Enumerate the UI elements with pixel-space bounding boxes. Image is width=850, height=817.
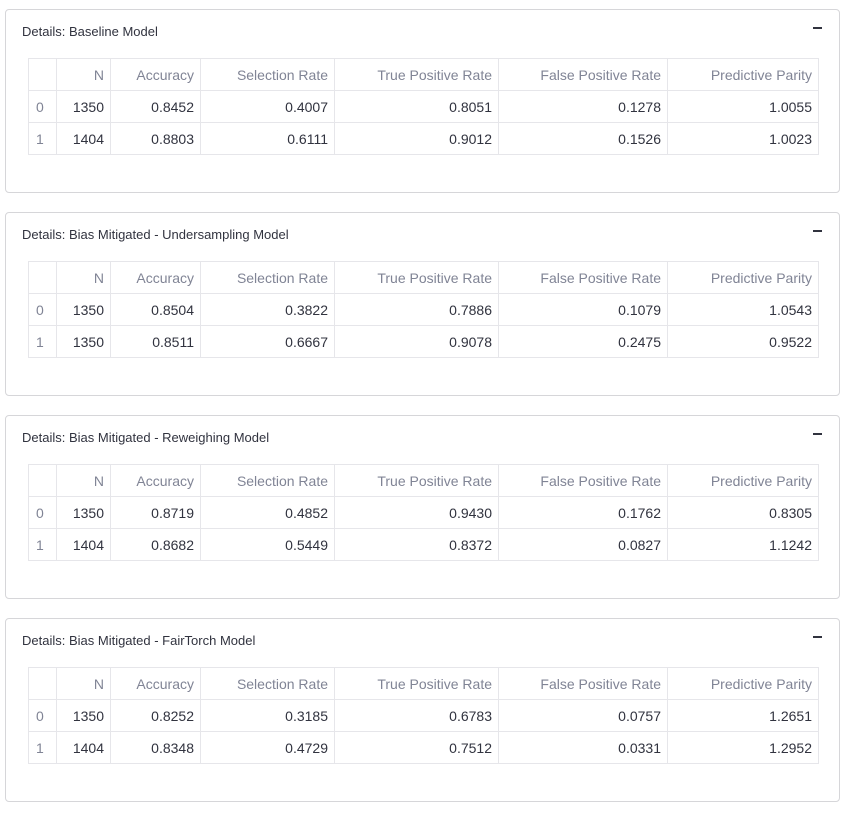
table-cell: 1.1242 xyxy=(668,529,819,561)
table-cell: 0.4729 xyxy=(201,732,335,764)
table-header-row xyxy=(29,262,819,294)
column-header[interactable]: Accuracy xyxy=(111,465,201,497)
row-index: 1 xyxy=(29,326,57,358)
column-header[interactable] xyxy=(29,465,57,497)
table-cell: 0.4007 xyxy=(201,91,335,123)
table-cell: 0.1762 xyxy=(499,497,668,529)
table-row xyxy=(29,123,819,155)
row-index: 0 xyxy=(29,497,57,529)
minus-icon xyxy=(813,433,822,435)
column-header[interactable]: True Positive Rate xyxy=(335,59,499,91)
table-cell: 1.2651 xyxy=(668,700,819,732)
table-cell: 1.2952 xyxy=(668,732,819,764)
minus-icon xyxy=(813,636,822,638)
collapse-minus-icon[interactable] xyxy=(809,223,825,239)
details-expander xyxy=(5,415,840,599)
expander-title[interactable]: Details: Bias Mitigated - Reweighing Model xyxy=(22,430,270,445)
row-index: 0 xyxy=(29,700,57,732)
table-cell: 0.8305 xyxy=(668,497,819,529)
table-header-row xyxy=(29,59,819,91)
column-header[interactable]: True Positive Rate xyxy=(335,262,499,294)
table-cell: 1.0543 xyxy=(668,294,819,326)
table-cell: 0.0827 xyxy=(499,529,668,561)
table-row xyxy=(29,326,819,358)
table-cell: 1404 xyxy=(57,529,111,561)
table-cell: 0.8452 xyxy=(111,91,201,123)
row-index: 1 xyxy=(29,529,57,561)
column-header[interactable]: Accuracy xyxy=(111,59,201,91)
table-cell: 0.8682 xyxy=(111,529,201,561)
table-cell: 0.2475 xyxy=(499,326,668,358)
table-cell: 0.5449 xyxy=(201,529,335,561)
table-cell: 0.6111 xyxy=(201,123,335,155)
metrics-table xyxy=(28,667,819,764)
table-cell: 1350 xyxy=(57,294,111,326)
metrics-table xyxy=(28,261,819,358)
table-cell: 1404 xyxy=(57,123,111,155)
minus-icon xyxy=(813,230,822,232)
table-cell: 1.0055 xyxy=(668,91,819,123)
table-cell: 0.8511 xyxy=(111,326,201,358)
row-index: 0 xyxy=(29,91,57,123)
table-cell: 0.9012 xyxy=(335,123,499,155)
column-header[interactable]: False Positive Rate xyxy=(499,465,668,497)
table-cell: 0.9078 xyxy=(335,326,499,358)
table-cell: 0.7512 xyxy=(335,732,499,764)
row-index: 1 xyxy=(29,123,57,155)
table-cell: 0.0757 xyxy=(499,700,668,732)
table-cell: 0.8372 xyxy=(335,529,499,561)
table-cell: 0.0331 xyxy=(499,732,668,764)
column-header[interactable]: N xyxy=(57,465,111,497)
table-cell: 0.1079 xyxy=(499,294,668,326)
row-index: 0 xyxy=(29,294,57,326)
table-cell: 0.6667 xyxy=(201,326,335,358)
column-header[interactable]: Predictive Parity xyxy=(668,465,819,497)
column-header[interactable]: True Positive Rate xyxy=(335,668,499,700)
table-cell: 0.7886 xyxy=(335,294,499,326)
table-cell: 0.8051 xyxy=(335,91,499,123)
column-header[interactable]: True Positive Rate xyxy=(335,465,499,497)
table-cell: 0.3185 xyxy=(201,700,335,732)
column-header[interactable]: Selection Rate xyxy=(201,262,335,294)
table-cell: 1350 xyxy=(57,497,111,529)
details-expander xyxy=(5,9,840,193)
expander-title[interactable]: Details: Bias Mitigated - Undersampling Model xyxy=(22,227,289,242)
table-cell: 0.1526 xyxy=(499,123,668,155)
table-row xyxy=(29,700,819,732)
metrics-table xyxy=(28,58,819,155)
table-cell: 0.8504 xyxy=(111,294,201,326)
collapse-minus-icon[interactable] xyxy=(809,20,825,36)
collapse-minus-icon[interactable] xyxy=(809,629,825,645)
table-header-row xyxy=(29,668,819,700)
collapse-minus-icon[interactable] xyxy=(809,426,825,442)
table-cell: 1350 xyxy=(57,700,111,732)
table-row xyxy=(29,497,819,529)
table-cell: 0.8252 xyxy=(111,700,201,732)
table-cell: 0.8719 xyxy=(111,497,201,529)
expander-title[interactable]: Details: Bias Mitigated - FairTorch Model xyxy=(22,633,256,648)
column-header[interactable]: Predictive Parity xyxy=(668,262,819,294)
table-cell: 1350 xyxy=(57,326,111,358)
column-header[interactable]: False Positive Rate xyxy=(499,59,668,91)
column-header[interactable]: Selection Rate xyxy=(201,668,335,700)
table-row xyxy=(29,732,819,764)
table-cell: 0.8348 xyxy=(111,732,201,764)
column-header[interactable] xyxy=(29,668,57,700)
column-header[interactable] xyxy=(29,59,57,91)
column-header[interactable]: False Positive Rate xyxy=(499,262,668,294)
column-header[interactable]: Selection Rate xyxy=(201,465,335,497)
table-row xyxy=(29,294,819,326)
details-expander xyxy=(5,212,840,396)
minus-icon xyxy=(813,27,822,29)
table-cell: 0.3822 xyxy=(201,294,335,326)
table-cell: 0.6783 xyxy=(335,700,499,732)
column-header[interactable]: N xyxy=(57,668,111,700)
column-header[interactable]: Selection Rate xyxy=(201,59,335,91)
column-header[interactable]: Accuracy xyxy=(111,262,201,294)
table-row xyxy=(29,529,819,561)
table-cell: 1.0023 xyxy=(668,123,819,155)
expander-title[interactable]: Details: Baseline Model xyxy=(22,24,158,39)
table-cell: 0.8803 xyxy=(111,123,201,155)
table-cell: 0.9430 xyxy=(335,497,499,529)
column-header[interactable]: Accuracy xyxy=(111,668,201,700)
table-cell: 1404 xyxy=(57,732,111,764)
table-cell: 0.1278 xyxy=(499,91,668,123)
table-header-row xyxy=(29,465,819,497)
column-header[interactable]: N xyxy=(57,59,111,91)
metrics-table xyxy=(28,464,819,561)
column-header[interactable] xyxy=(29,262,57,294)
details-expander xyxy=(5,618,840,802)
column-header[interactable]: Predictive Parity xyxy=(668,59,819,91)
column-header[interactable]: N xyxy=(57,262,111,294)
table-row xyxy=(29,91,819,123)
row-index: 1 xyxy=(29,732,57,764)
table-cell: 0.9522 xyxy=(668,326,819,358)
table-cell: 0.4852 xyxy=(201,497,335,529)
table-cell: 1350 xyxy=(57,91,111,123)
column-header[interactable]: False Positive Rate xyxy=(499,668,668,700)
column-header[interactable]: Predictive Parity xyxy=(668,668,819,700)
